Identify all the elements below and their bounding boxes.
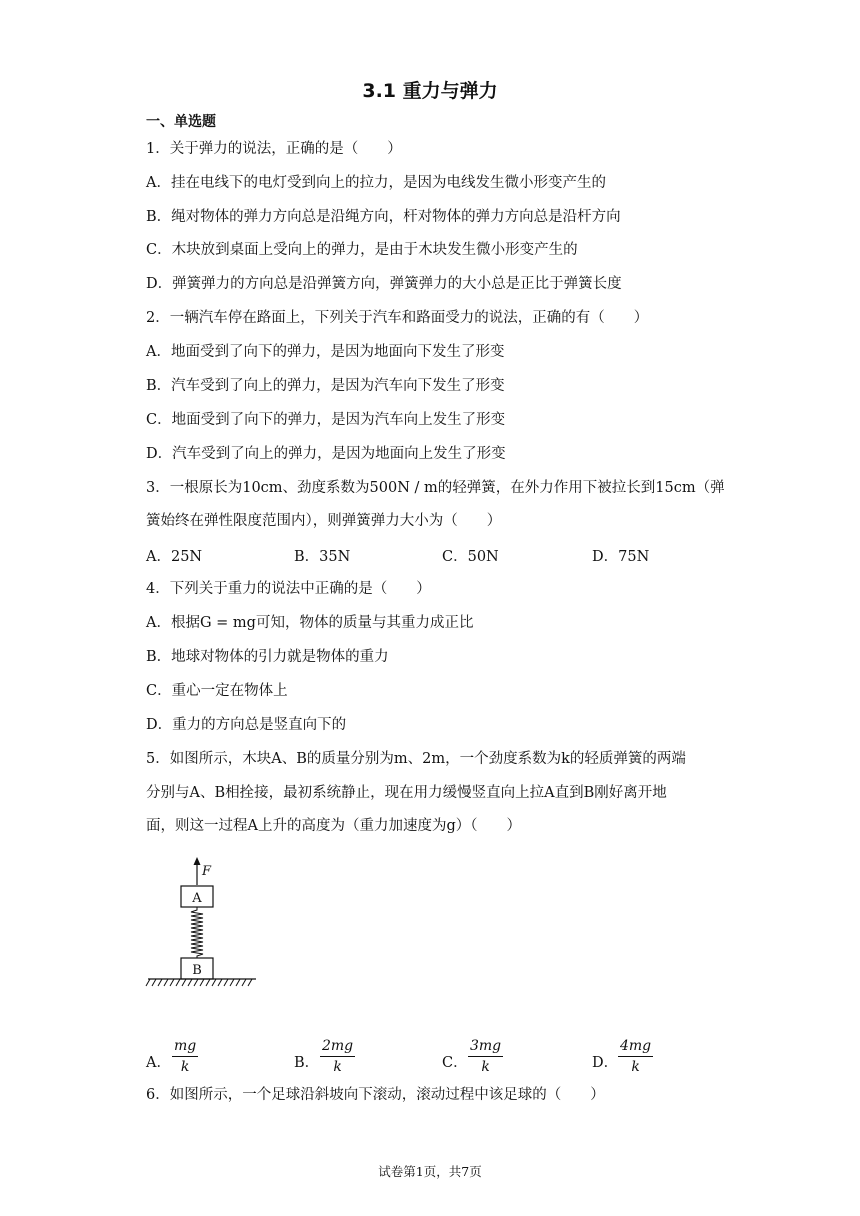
q2-option-a: A．地面受到了向下的弹力，是因为地面向下发生了形变 xyxy=(146,344,505,360)
q5-option-d-fraction xyxy=(618,1036,653,1077)
q5-options xyxy=(146,1036,746,1086)
q4-option-b: B．地球对物体的引力就是物体的重力 xyxy=(146,649,389,665)
q5-option-a-label: A． xyxy=(146,1055,171,1071)
q2-stem: 2．一辆汽车停在路面上，下列关于汽车和路面受力的说法，正确的有（ ） xyxy=(146,310,649,326)
block-b-label: B xyxy=(192,963,202,978)
q5-stem-line3: 面，则这一过程A上升的高度为（重力加速度为g）（ ） xyxy=(146,818,522,834)
q5-option-b-denominator: k xyxy=(333,1059,342,1075)
q3-stem-line1: 3．一根原长为10cm、劲度系数为500N / m的轻弹簧，在外力作用下被拉长到15cm（弹 xyxy=(146,480,725,496)
force-arrow-head xyxy=(194,857,201,865)
q3-option-a: A．25N xyxy=(146,549,203,565)
force-label: F xyxy=(202,864,212,879)
block-a-label: A xyxy=(192,891,202,906)
q1-stem: 1．关于弹力的说法，正确的是（ ） xyxy=(146,141,402,157)
q4-stem: 4．下列关于重力的说法中正确的是（ ） xyxy=(146,581,431,597)
q5-option-c-fraction xyxy=(468,1036,503,1077)
page-title: 3.1 重力与弹力 xyxy=(362,80,498,102)
q4-option-c: C．重心一定在物体上 xyxy=(146,683,288,699)
q1-option-b: B．绳对物体的弹力方向总是沿绳方向，杆对物体的弹力方向总是沿杆方向 xyxy=(146,209,621,225)
page-footer: 试卷第1页，共7页 xyxy=(378,1164,482,1179)
q1-option-d: D．弹簧弹力的方向总是沿弹簧方向，弹簧弹力的大小总是正比于弹簧长度 xyxy=(146,276,622,292)
section-heading: 一、单选题 xyxy=(146,114,216,130)
q5-option-d-denominator: k xyxy=(631,1059,640,1075)
q5-option-b-fraction xyxy=(320,1036,355,1077)
q2-option-d: D．汽车受到了向上的弹力，是因为地面向上发生了形变 xyxy=(146,446,506,462)
q4-option-a: A．根据G = mg可知，物体的质量与其重力成正比 xyxy=(146,615,474,631)
q5-option-c-denominator: k xyxy=(481,1059,490,1075)
spring xyxy=(191,907,203,958)
q4-option-d: D．重力的方向总是竖直向下的 xyxy=(146,717,347,733)
q5-option-d-numerator: 4mg xyxy=(618,1036,653,1057)
q6-stem: 6．如图所示，一个足球沿斜坡向下滚动，滚动过程中该足球的（ ） xyxy=(146,1087,605,1103)
q5-option-a-numerator: mg xyxy=(172,1036,198,1057)
ground-hatching xyxy=(146,979,252,986)
q5-stem-line2: 分别与A、B相拴接，最初系统静止，现在用力缓慢竖直向上拉A直到B刚好离开地 xyxy=(146,785,667,801)
q3-option-c: C．50N xyxy=(442,549,499,565)
q1-option-a: A．挂在电线下的电灯受到向上的拉力，是因为电线发生微小形变产生的 xyxy=(146,175,606,191)
q5-option-b-numerator: 2mg xyxy=(320,1036,355,1057)
q1-option-c: C．木块放到桌面上受向上的弹力，是由于木块发生微小形变产生的 xyxy=(146,242,578,258)
q3-option-b: B．35N xyxy=(294,549,351,565)
q2-option-c: C．地面受到了向下的弹力，是因为汽车向上发生了形变 xyxy=(146,412,506,428)
q5-option-a-denominator: k xyxy=(180,1059,190,1075)
q3-stem-line2: 簧始终在弹性限度范围内），则弹簧弹力大小为（ ） xyxy=(146,513,502,529)
q5-option-c-label: C． xyxy=(442,1055,468,1071)
q5-option-d-label: D． xyxy=(592,1055,619,1071)
q3-options xyxy=(146,545,746,569)
q5-option-c-numerator: 3mg xyxy=(468,1036,503,1057)
spring-block-diagram xyxy=(144,855,264,990)
q2-option-b: B．汽车受到了向上的弹力，是因为汽车向下发生了形变 xyxy=(146,378,505,394)
q5-option-a-fraction xyxy=(172,1036,198,1077)
q5-option-b-label: B． xyxy=(294,1055,320,1071)
q5-stem-line1: 5．如图所示，木块A、B的质量分别为m、2m，一个劲度系数为k的轻质弹簧的两端 xyxy=(146,751,686,767)
q3-option-d: D．75N xyxy=(592,549,650,565)
